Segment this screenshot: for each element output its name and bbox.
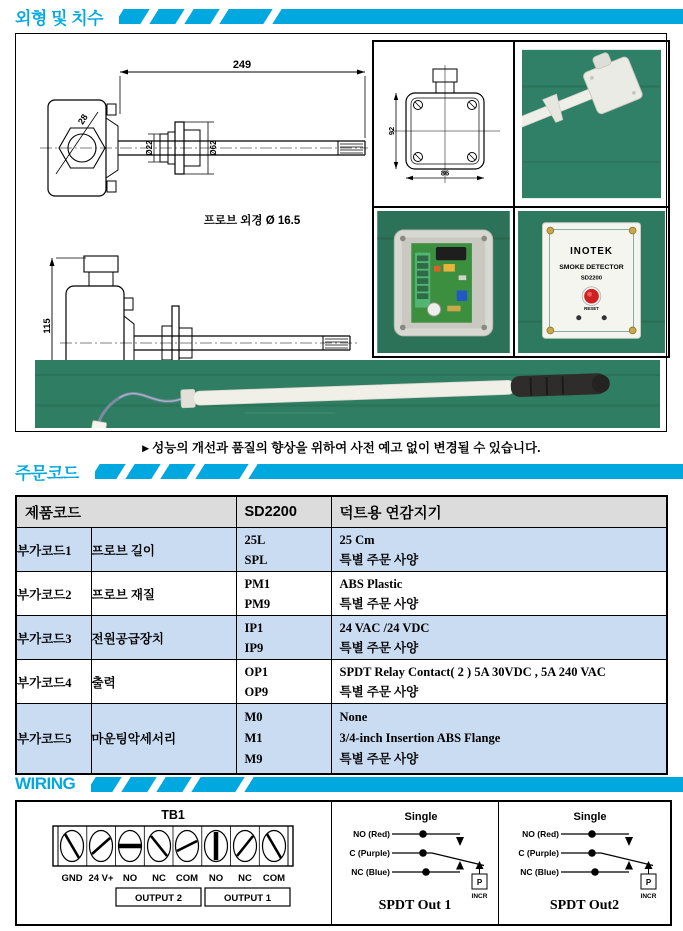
- option-desc: 24 VAC /24 VDC: [339, 620, 430, 635]
- table-row: [16, 572, 667, 616]
- dim-label-front-height: 92: [386, 126, 396, 136]
- stripe-icon: [272, 9, 683, 24]
- stripe-icon: [157, 777, 192, 792]
- probe-diameter-note: 프로브 외경 Ø 16.5: [203, 215, 301, 227]
- option-desc: 특별 주문 사양: [339, 684, 419, 699]
- terminal-label: NC: [152, 873, 166, 884]
- terminal-label: 24 V+: [88, 873, 114, 884]
- order-code-table: [15, 495, 668, 775]
- section-stripe-bar: [91, 777, 683, 792]
- stripe-icon: [91, 777, 122, 792]
- front-view-drawing: [378, 61, 510, 187]
- pcb-photo: [377, 211, 510, 353]
- device-photo-cell: [514, 41, 669, 207]
- stripe-icon: [149, 9, 184, 24]
- cover-photo-cell: [514, 207, 669, 357]
- option-desc: 특별 주문 사양: [339, 751, 419, 766]
- option-code: 25L: [244, 532, 266, 547]
- p-label: P: [645, 878, 652, 887]
- dim-label-height: 115: [42, 318, 53, 334]
- incr-label: INCR: [640, 893, 657, 900]
- cover-product-text: SMOKE DETECTOR: [559, 263, 624, 271]
- section-dimensions-header: [15, 7, 683, 28]
- dim-label-nut: Ø22: [145, 140, 154, 156]
- spdt2-caption: SPDT Out2: [549, 898, 620, 913]
- row-code: 부가코드1: [16, 528, 91, 572]
- row-code: 부가코드2: [16, 572, 91, 616]
- cover-reset-label: RESET: [584, 305, 599, 311]
- row-code: 부가코드5: [16, 704, 91, 774]
- option-desc: None: [339, 709, 368, 724]
- cover-brand-text: INOTEK: [570, 246, 613, 258]
- table-row: [16, 704, 667, 774]
- row-label: 마운팅악세서리: [91, 704, 236, 774]
- option-code: M1: [244, 730, 263, 745]
- option-code: OP1: [244, 664, 269, 679]
- row-label: 전원공급장치: [91, 616, 236, 660]
- table-header-row: [16, 496, 667, 528]
- stripe-icon: [245, 777, 683, 792]
- row-code: 부가코드4: [16, 660, 91, 704]
- terminal-label: NC: [238, 873, 252, 884]
- top-view-drawing: [20, 42, 370, 236]
- c-label: C (Purple): [348, 848, 390, 858]
- reset-button: [584, 289, 599, 304]
- stripe-icon: [195, 464, 248, 479]
- tb1-diagram: [17, 802, 330, 920]
- dim-label-front-width: 86: [440, 168, 449, 178]
- stripe-icon: [95, 464, 126, 479]
- row-label: 프로브 길이: [91, 528, 236, 572]
- header-product-code: 제품코드: [16, 496, 236, 528]
- change-notice: ▸ 성능의 개선과 품질의 향상을 위하여 사전 예고 없이 변경될 수 있습니다.: [142, 441, 541, 455]
- incr-label: INCR: [471, 893, 487, 900]
- terminal-label: NO: [122, 873, 138, 884]
- dim-label-length: 249: [232, 59, 252, 71]
- section-stripe-bar: [119, 9, 683, 24]
- table-row: [16, 528, 667, 572]
- row-code: 부가코드3: [16, 616, 91, 660]
- row-label: 출력: [91, 660, 236, 704]
- stripe-icon: [122, 777, 157, 792]
- device-photo: [522, 49, 661, 199]
- photo-grid: [372, 40, 670, 358]
- header-product-name: 덕트용 연감지기: [331, 496, 667, 528]
- option-code: M9: [244, 751, 263, 766]
- output2-label: OUTPUT 2: [135, 893, 182, 904]
- option-code: OP9: [244, 684, 269, 699]
- option-code: SPL: [244, 552, 268, 567]
- section-wiring-header: [15, 775, 683, 793]
- table-row: [16, 660, 667, 704]
- option-code: IP9: [244, 640, 264, 655]
- spdt1-cell: [332, 802, 499, 924]
- stripe-icon: [248, 464, 683, 479]
- option-desc: SPDT Relay Contact( 2 ) 5A 30VDC , 5A 240 VAC: [339, 664, 606, 679]
- c-label: C (Purple): [518, 848, 559, 858]
- stripe-icon: [192, 777, 245, 792]
- stripe-icon: [119, 9, 150, 24]
- output1-label: OUTPUT 1: [224, 893, 271, 904]
- dim-label-hex: 28: [75, 112, 90, 127]
- nc-label: NC (Blue): [520, 867, 559, 877]
- section-stripe-bar: [95, 464, 683, 479]
- stripe-icon: [184, 9, 219, 24]
- no-label: NO (Red): [352, 829, 390, 839]
- option-desc: 3/4-inch Insertion ABS Flange: [339, 730, 501, 745]
- probe-photo: [35, 360, 660, 428]
- stripe-icon: [125, 464, 160, 479]
- section-order-header: [15, 462, 683, 483]
- cover-photo: [518, 211, 665, 353]
- led-indicator: [576, 315, 581, 320]
- spdt2-cell: [499, 802, 670, 924]
- option-code: PM1: [244, 576, 271, 591]
- spdt-title: Single: [573, 811, 607, 823]
- section-order-title: 주문코드: [15, 463, 79, 483]
- section-wiring-title: WIRING: [15, 774, 76, 793]
- spdt-title: Single: [403, 811, 438, 823]
- nc-label: NC (Blue): [350, 867, 390, 877]
- option-code: PM9: [244, 596, 271, 611]
- row-label: 프로브 재질: [91, 572, 236, 616]
- spdt1-caption: SPDT Out 1: [378, 898, 452, 913]
- dim-label-flange: Ø62: [209, 140, 218, 156]
- tb1-cell: [17, 802, 332, 924]
- option-code: IP1: [244, 620, 264, 635]
- stripe-icon: [160, 464, 195, 479]
- pcb-photo-cell: [373, 207, 514, 357]
- header-model: SD2200: [236, 496, 331, 528]
- table-row: [16, 616, 667, 660]
- wiring-box: [15, 800, 672, 926]
- terminal-label: COM: [175, 873, 199, 884]
- section-dimensions-title: 외형 및 치수: [15, 8, 104, 28]
- terminal-label: GND: [61, 873, 83, 884]
- terminal-label: NO: [208, 873, 224, 884]
- spdt-diagram-1: [333, 806, 498, 900]
- option-desc: 특별 주문 사양: [339, 640, 419, 655]
- option-desc: 25 Cm: [339, 532, 375, 547]
- option-desc: 특별 주문 사양: [339, 552, 419, 567]
- cover-model-text: SD2200: [580, 275, 603, 282]
- led-indicator: [602, 315, 607, 320]
- tb1-label: TB1: [161, 808, 185, 822]
- front-view-cell: [373, 41, 514, 207]
- stripe-icon: [219, 9, 272, 24]
- terminal-label: COM: [262, 873, 286, 884]
- spdt-diagram-2: [502, 806, 667, 900]
- option-desc: ABS Plastic: [339, 576, 403, 591]
- no-label: NO (Red): [522, 829, 559, 839]
- p-label: P: [476, 878, 482, 887]
- option-desc: 특별 주문 사양: [339, 596, 419, 611]
- option-code: M0: [244, 709, 263, 724]
